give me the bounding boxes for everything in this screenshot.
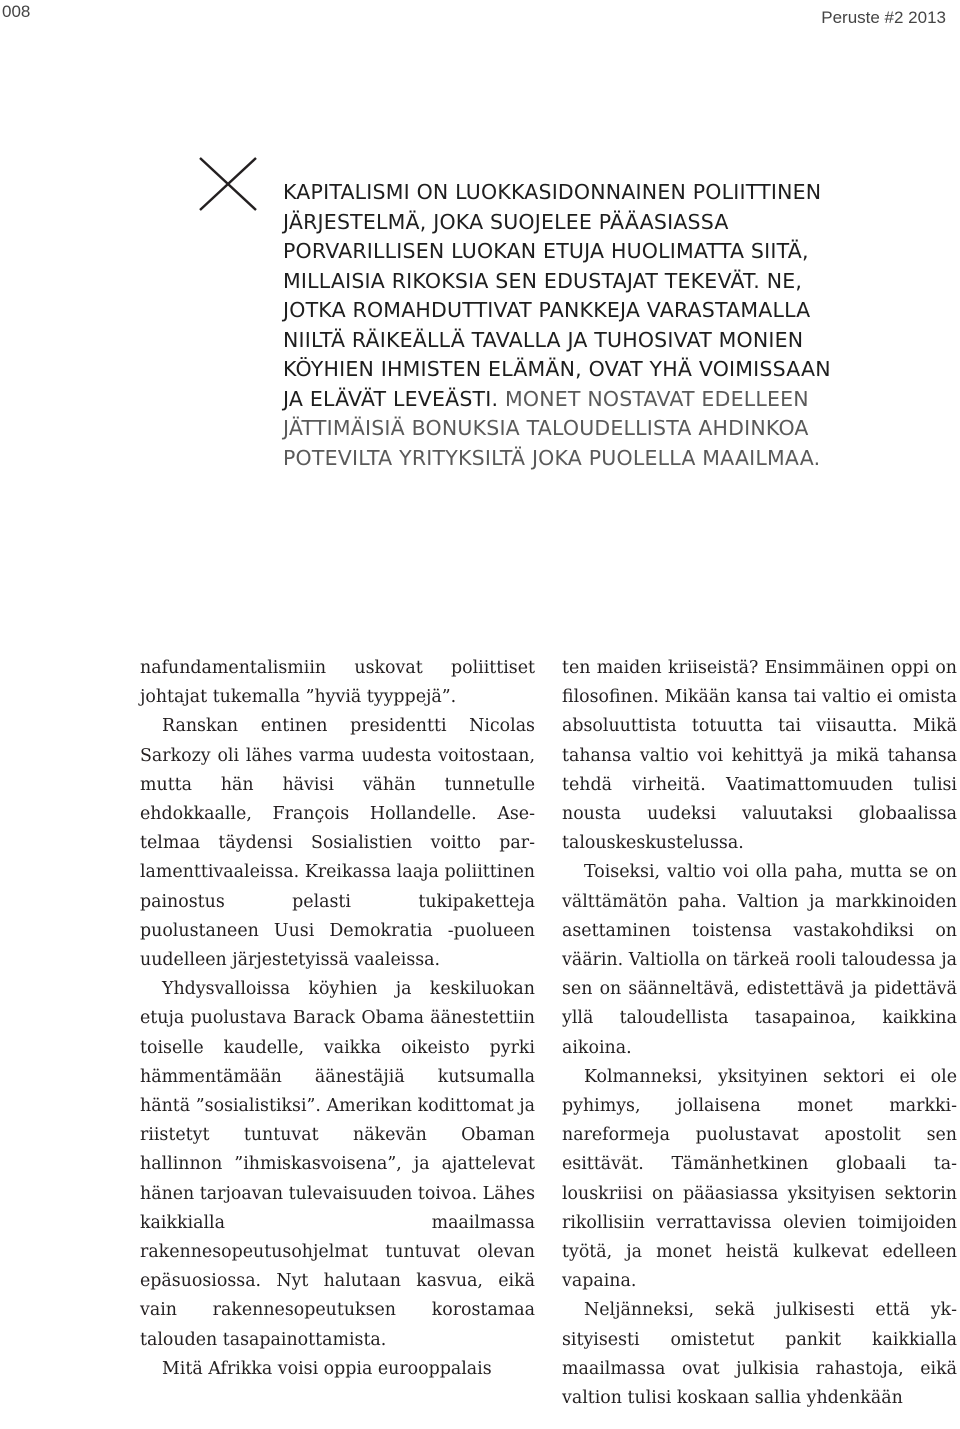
paragraph: Mitä Afrikka voisi oppia eurooppalais bbox=[162, 1358, 492, 1379]
pull-quote-part-2: MONET NOSTAVAT EDELLEEN JÄTTIMÄISIÄ BONUKSIA TALOUDELLISTA AHDINKOA POTEVILTA YRITYKSILTÄ JOKA PUOLELLA MAAILMAA. bbox=[283, 386, 821, 470]
paragraph: Ranskan entinen presidentti Nicolas Sarkozy oli lähes varma uudesta voitostaan, mutta hän hävisi vähän tunnetulle ehdokkaalle, François Hollandelle. Asetelmaa täydensi Sosialistien voitto parlamenttivaaleissa. Kreikassa laaja poliittinen painostus pelasti tukipaketteja puolustaneen Uusi Demokratia -puolueen uudelleen järjestetyissä vaaleissa. bbox=[140, 716, 535, 971]
x-cross-icon bbox=[198, 156, 258, 212]
paragraph: Yhdysvalloissa köyhien ja keskiluokan etuja puolustava Barack Obama äänestettiin toiselle kaudelle, vaikka oikeisto pyrki hämmentämään äänestäjiä kutsumalla häntä ”sosialistiksi”. Amerikan kodittomat ja riistetyt tuntuvat näkevän Obaman hallinnon ”ihmiskasvoisena”, ja ajattelevat hänen tarjoavan tulevaisuuden toivoa. Lähes kaikkialla maailmassa rakennesopeutusohjelmat tuntuvat olevan epäsuosiossa. Nyt halutaan kasvua, eikä vain rakennesopeutuksen korostamaa talouden tasapainottamista. bbox=[140, 979, 535, 1350]
paragraph: ten maiden kriiseistä? Ensimmäinen oppi on filosofinen. Mikään kansa tai valtio ei omista absoluuttista totuutta tai viisautta. Mikä tahansa valtio voi kehittyä ja mikä tahansa tehdä virheitä. Vaatimattomuuden tulisi nousta uudeksi valuutaksi globaalissa talouskeskustelussa. bbox=[562, 658, 957, 854]
paragraph: Kolmanneksi, yksityinen sektori ei ole pyhimys, jollaisena monet markkinareformeja puolustavat apostolit sen esittävät. Tämänhetkinen globaali talouskriisi on pääasiassa yksityisen sektorin rikollisiin verrattavissa olevien toimijoiden työtä, ja monet heistä kulkevat edelleen vapaina. bbox=[562, 1066, 957, 1292]
body-column-right bbox=[562, 654, 957, 1413]
paragraph: Toiseksi, valtio voi olla paha, mutta se on välttämätön paha. Valtion ja markkinoiden asettaminen toistensa vastakohdiksi on väärin. Valtiolla on tärkeä rooli taloudessa ja sen on säänneltävä, edistettävä ja pidettävä yllä taloudellista tasapainoa, kaikkina aikoina. bbox=[562, 862, 957, 1058]
publication-issue: Peruste #2 2013 bbox=[821, 8, 946, 27]
body-column-left bbox=[140, 654, 535, 1384]
paragraph: nafundamentalismiin uskovat poliittiset johtajat tukemalla ”hyviä tyyppejä”. bbox=[140, 658, 535, 708]
page-number: 008 bbox=[2, 2, 31, 21]
pull-quote-part-1: KAPITALISMI ON LUOKKASIDONNAINEN POLIITTINEN JÄRJESTELMÄ, JOKA SUOJELEE PÄÄASIASSA PORVARILLISEN LUOKAN ETUJA HUOLIMATTA SIITÄ, MILLAISIA RIKOKSIA SEN EDUSTAJAT TEKEVÄT. NE, JOTKA ROMAHDUTTIVAT PANKKEJA VARASTAMALLA NIILTÄ RÄIKEÄLLÄ TAVALLA JA TUHOSIVAT MONIEN KÖYHIEN IHMISTEN ELÄMÄN, OVAT YHÄ VOIMISSAAN JA ELÄVÄT LEVEÄSTI. bbox=[283, 180, 831, 411]
paragraph: Neljänneksi, sekä julkisesti että yksityisesti omistetut pankit kaikkialla maailmassa ovat julkisia rahastoja, eikä valtion tulisi koskaan sallia yhdenkään bbox=[562, 1300, 957, 1409]
pull-quote bbox=[283, 178, 843, 473]
